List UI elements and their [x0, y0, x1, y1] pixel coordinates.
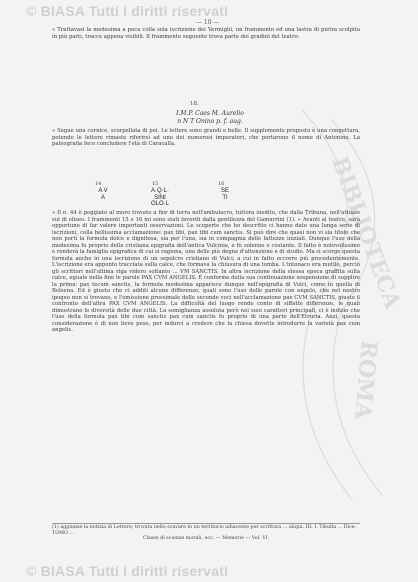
paragraph-1-text: « Trattavasi la medesima a poca colla sola iscrizione dei Vermiglii, un frammento ed una lastra di pietra scolpita in più parti, tracce appena visibili. Il frammento seguente trova parte dei gradini del teatro:: [52, 27, 360, 40]
page-number: — 10 —: [196, 19, 220, 26]
fragment-line: TI: [222, 194, 228, 201]
fragment-line: OLO·L: [150, 201, 169, 207]
inscription-line: I.M.P. Caes M. Aurelio: [176, 110, 244, 117]
fragment-line: A·Q·L·: [151, 188, 169, 194]
inscription: [120, 110, 300, 125]
running-footer: Classe di scienze morali, ecc. — Memorie — Vol. VI.: [142, 536, 270, 541]
fragment-line: SE: [220, 188, 229, 194]
watermark-bottom: © BIASA Tutti i diritti riservati: [26, 563, 229, 579]
footnote: (1) aggiunse la notizia di Lettore; trovata nello scavare in un territorio adiacente per scrittura ... aliqui. III. I. Tibulla ... Dice. TOMO ...: [52, 523, 360, 537]
paragraph-2-text: « Segue una cornice, scorpellata di poi. Le lettere sono grandi e belle. Il supplemento proposto è una congettura, potendo le lettere rimaste riferirsi ad uno dei numerosi imperatori, che portarono il nome di Antonino. La paleografia fece concludere l'età di Caracalla.: [52, 128, 360, 147]
fragment-line: A: [100, 194, 105, 201]
svg-text:BIBLIOTECA: BIBLIOTECA: [326, 153, 406, 313]
paragraph-1: [52, 27, 360, 40]
fragment-14: [88, 188, 118, 201]
paragraph-3-text: « Il n. 44 è poggiato al muro trovato a fior di terra nell'ambulacro, tuttora inedito, che dalla Tribuna, nell'attuale sul di eliseo. I frammenti 15 e 16 mi sono stati favoriti dalla gentilezza del Gamurrini (1). « Avanti al teatro, sarà opportuno di far valere importanti osservazioni. Le scoperte che ho descritto ci hanno dato una lunga serie di iscrizioni, colla bellissima acclamazione: pax tibi, pax tibi cum sanctis. Si può dire che quasi non vi sia titolo che non porti la formola dolce e dignitosa, sia per l'una, sia in compagnia delle fattezze iniziali. Dunque l'uso della medesima fu proprio della cristiana epigrafia dell'antica Vulcinia, e fu solenne e costante. Il fatto è notevolissimo e renderà la famiglia epigrafica di cui si ragiona, una delle più degne d'attenzione e di studio. Ma si scorge questa formola anche in una iscrizione di un sepolcro cristiano di Vulci; a cui in fatto occorre più precedentemente. L'iscrizione era appunto tracciata sulla calce, che formava la chiusura di una tomba. L'intonaco era mutilo, perciò gli scrittori nell'ultima riga videro soltanto ... VM SANCTIS. In altra iscrizione della stessa epoca graffita sulla calce, eguale nella fine le parole PAX CVM ANGELIS. È conforme della sua continuazione sospensione di supplire la prima: pax tecum sanctis, la formola medesima apparisce dunque nell'epigrafia di Vulci, come in quella di Bolsena. Ed è giusto che ci additi alcune differenze; quali sono l'uso delle parole con angelo, che nel nostro ipogeo non si trovano, e l'omissione prossimale delle seconde voci nell'acclamazione pax CVM SANCTIS, giusto il confronto dell'altra PAX CVM ANGELIS. La difficoltà del luogo rende conto di siffatte differenze, le quali dimostrano le diversità delle due città. La somiglianza assoluta però nei suoi caratteri principali, ci è indizio che l'uso della formola pax tibi cum sanctis pax cum sanctis fu proprio di una parte dell'Etruria. Anzi, questa considerazione è di non lieve peso, per indurci a credere che la chiesa dovette introdurre la varietà pax cum angelis.: [52, 210, 360, 333]
paragraph-3: [52, 210, 360, 334]
figure-number: 18.: [190, 101, 199, 107]
fragment-15: [140, 188, 180, 208]
fragment-line: A V: [98, 188, 108, 194]
fragment-number: 15: [152, 181, 159, 187]
svg-text:ROMA: ROMA: [349, 339, 382, 421]
fragment-number: 14: [95, 181, 102, 187]
paragraph-2: [52, 128, 360, 148]
fragment-line: SINI: [154, 194, 166, 201]
fragment-number: 16: [218, 181, 225, 187]
watermark-top: © BIASA Tutti i diritti riservati: [26, 3, 229, 19]
inscription-line: n N T Onino p. f. aug.: [177, 117, 243, 125]
fragment-16: [210, 188, 240, 201]
